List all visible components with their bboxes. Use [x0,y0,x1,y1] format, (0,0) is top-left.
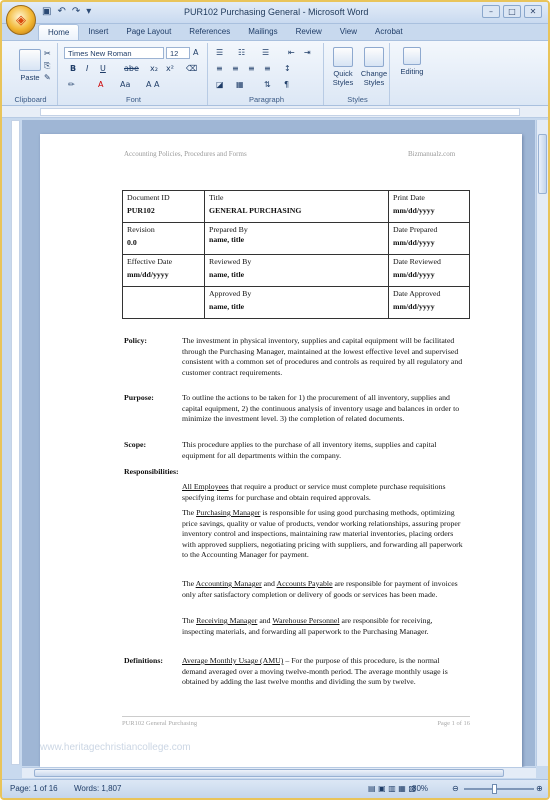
table-cell [205,255,389,287]
purpose-heading: Purpose: [124,393,154,402]
watermark: www.heritagechristiancollege.com [40,742,191,753]
word-count[interactable]: Words: 1,807 [74,784,122,793]
scope-text: This procedure applies to the purchase of all inventory items, supplies and capital equipment for all departments within the company. [182,440,437,460]
document-page[interactable] [40,134,522,774]
cell-label: Print Date [393,193,425,202]
shading-icon[interactable]: ◪ [216,80,224,89]
responsibility-accounting: The Accounting Manager and Accounts Payable are responsible for payment of invoices only after satisfactory completion or delivery of goods or services has been made. [182,579,458,599]
window-title: PUR102 Purchasing General - Microsoft Word [184,7,369,17]
ribbon [2,40,548,106]
office-logo-icon: ◈ [16,12,26,28]
change-styles-label: Change Styles [360,69,388,87]
purpose-text: To outline the actions to be taken for 1) the procurement of all inventory, supplies and capital equipment, 2) the continuous analysis of inventory usage and balances in order to minimize the investment level. 3) the completion of related documents. [182,393,460,424]
cell-label: Document ID [127,193,170,202]
zoom-level[interactable]: 80% [412,784,429,793]
table-cell [205,223,389,255]
document-workspace [22,120,535,766]
italic-button[interactable]: I [86,64,89,73]
table-cell [123,255,205,287]
page-footer [122,716,470,727]
cell-label: Title [209,193,224,202]
font-color-icon[interactable]: A [98,80,104,89]
align-left-icon[interactable]: ≡ [216,64,223,73]
cell-value: PUR102 [127,206,155,215]
font-group [60,43,208,105]
zoom-slider-knob[interactable] [492,784,497,794]
cell-label: Effective Date [127,257,173,266]
responsibility-employees: All Employees that require a product or service must complete purchase requisitions specifying items for purchase and obtain required approvals. [182,482,446,502]
paste-label: Paste [20,73,40,82]
table-cell [123,191,205,223]
quick-styles-button[interactable] [328,47,358,87]
tab-home[interactable]: Home [38,24,79,41]
cell-value: mm/dd/yyyy [393,238,435,247]
paragraph-group [210,43,324,105]
horizontal-ruler [2,106,548,118]
header-right: Bizmanualz.com [408,150,456,158]
decrease-indent-icon[interactable]: ⇤ [288,48,295,57]
strikethrough-button[interactable]: abe [124,64,139,73]
vertical-scroll-thumb[interactable] [538,134,547,194]
ruler-track[interactable] [40,108,520,116]
table-cell [123,287,205,319]
change-case-button[interactable]: Aa [120,80,131,89]
cut-icon[interactable]: ✂ [44,49,51,58]
font-group-label: Font [125,95,141,104]
align-center-icon[interactable]: ≡ [232,64,239,73]
zoom-slider[interactable] [464,788,534,790]
horizontal-scrollbar[interactable] [22,767,536,778]
cell-label: Reviewed By [209,257,252,266]
format-painter-icon[interactable]: ✎ [44,73,51,82]
editing-button[interactable] [394,47,430,76]
status-bar [2,779,548,798]
tab-view[interactable]: View [339,27,357,36]
superscript-button[interactable]: x² [166,64,174,73]
customize-qat-icon[interactable]: ▾ [86,6,92,17]
increase-indent-icon[interactable]: ⇥ [304,48,311,57]
close-button[interactable]: ✕ [524,5,542,18]
table-cell [389,287,470,319]
grow-font-button[interactable]: A A [146,80,160,89]
responsibility-purchasing-manager: The Purchasing Manager is responsible for using good purchasing methods, optimizing price savings, quality or value of products, vendor working relationships, assuring proper inventory control and inspections, maintaining raw material inventories, placing orders with approved suppliers, negotiating pricing with suppliers, and forwarding all paperwork to the Accounting Manager for payment. [182,508,463,560]
document-info-table [122,190,470,319]
table-cell [389,255,470,287]
grow-font-icon[interactable]: A [193,48,199,57]
highlight-icon[interactable]: ✏ [68,80,75,89]
zoom-out-icon[interactable]: ⊖ [452,784,459,793]
cell-label: Date Reviewed [393,257,441,266]
styles-group [326,43,390,105]
save-icon[interactable]: ▣ [42,6,52,17]
copy-icon[interactable]: ⎘ [44,61,51,70]
policy-heading: Policy: [124,336,147,345]
bold-button[interactable]: B [70,64,77,73]
redo-icon[interactable]: ↷ [71,6,81,17]
cell-label: Prepared By [209,225,248,234]
maximize-button[interactable]: □ [503,5,521,18]
clipboard-group [4,43,58,105]
title-bar [2,2,548,24]
responsibility-receiving: The Receiving Manager and Warehouse Personnel are responsible for receiving, inspecting materials, and forwarding all paperwork to the Purchasing Manager. [182,616,433,636]
cell-value: mm/dd/yyyy [393,206,435,215]
cell-value: mm/dd/yyyy [127,270,169,279]
multilevel-list-icon[interactable]: ☰ [262,48,270,57]
table-cell [389,191,470,223]
tab-references[interactable]: References [189,27,231,36]
editing-label: Editing [400,67,424,76]
page-count[interactable]: Page: 1 of 16 [10,784,58,793]
cell-value: name, title [209,235,245,244]
numbering-icon[interactable]: ☷ [238,48,246,57]
tab-page-layout[interactable]: Page Layout [126,27,172,36]
scope-heading: Scope: [124,440,147,449]
cell-value: mm/dd/yyyy [393,302,435,311]
office-button[interactable] [6,5,36,35]
cell-value: 0.0 [127,238,137,247]
view-buttons[interactable]: ▤ ▣ ▥ ▦ ▧ [368,784,416,793]
table-cell [123,223,205,255]
cell-label: Date Approved [393,289,441,298]
borders-icon[interactable]: ▦ [236,80,244,89]
paragraph-group-label: Paragraph [248,95,285,104]
policy-text: The investment in physical inventory, supplies and capital equipment will be facilitated through the Purchasing Manager, maintained at the lowest effective level and supervised consistent with a common set of procedures and controls as required by all regulatory and customer contract requirements. [182,336,463,377]
undo-icon[interactable]: ↶ [57,6,66,17]
bullets-icon[interactable]: ☰ [216,48,224,57]
horizontal-scroll-thumb[interactable] [34,769,504,777]
line-spacing-icon[interactable]: ↕ [284,64,291,73]
quick-styles-icon [333,47,353,67]
cell-label: Date Prepared [393,225,438,234]
quick-styles-label: Quick Styles [332,69,354,87]
definitions-heading: Definitions: [124,656,163,665]
header-left: Accounting Policies, Procedures and Forms [124,150,247,158]
vertical-scrollbar[interactable] [536,120,548,766]
definitions-text: Average Monthly Usage (AMU) – For the purpose of this procedure, is the normal demand averaged over a moving twelve-month period. The average monthly usage is obtained by adding the last twelve months and dividing the sum by twelve. [182,656,448,687]
tab-insert[interactable]: Insert [88,27,109,36]
cell-label: Approved By [209,289,252,298]
change-styles-button[interactable] [358,47,390,87]
styles-group-label: Styles [347,95,368,104]
paste-icon [19,49,41,71]
sort-icon[interactable]: ⇅ [264,80,271,89]
minimize-button[interactable]: – [482,5,500,18]
font-name-combo[interactable]: Times New Roman [64,47,164,59]
clear-format-icon[interactable]: ⌫ [186,64,198,73]
quick-access-toolbar [42,6,91,17]
cell-value: name, title [209,270,245,279]
editing-group [392,43,432,105]
show-marks-icon[interactable]: ¶ [284,80,290,89]
vertical-ruler [11,120,20,765]
binoculars-icon [403,47,421,65]
ribbon-tabs [38,24,412,41]
cell-value: name, title [209,302,245,311]
justify-icon[interactable]: ≡ [264,64,271,73]
change-styles-icon [364,47,384,67]
underline-button[interactable]: U [100,64,106,73]
font-size-combo[interactable]: 12 [166,47,190,59]
table-cell [389,223,470,255]
zoom-in-icon[interactable]: ⊕ [536,784,543,793]
align-right-icon[interactable]: ≡ [248,64,255,73]
table-cell [205,287,389,319]
clipboard-group-label: Clipboard [14,95,47,104]
footer-right: Page 1 of 16 [437,720,470,727]
cell-value: GENERAL PURCHASING [209,206,302,215]
tab-acrobat[interactable]: Acrobat [375,27,403,36]
cell-value: mm/dd/yyyy [393,270,435,279]
tab-review[interactable]: Review [295,27,322,36]
subscript-button[interactable]: x₂ [150,64,158,73]
cell-label: Revision [127,225,155,234]
table-cell [205,191,389,223]
tab-mailings[interactable]: Mailings [248,27,278,36]
footer-left: PUR102 General Purchasing [122,720,198,727]
responsibilities-heading: Responsibilities: [124,467,179,476]
